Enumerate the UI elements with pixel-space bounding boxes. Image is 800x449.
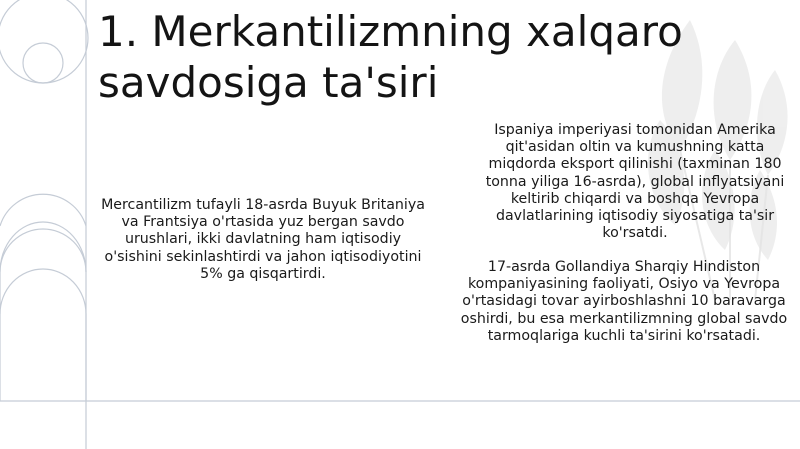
title-line-1: 1. Merkantilizmning xalqaro bbox=[98, 7, 683, 56]
paragraph-right-top: Ispaniya imperiyasi tomonidan Amerika qit'asidan oltin va kumushning katta miqdorda eksport qilinishi (taxminan 180 tonna yiliga 16-asrda), global inflyatsiyani keltirib chiqardi va boshqa Yevropa davlatlarining iqtisodiy siyosatiga ta'sir ko'rsatdi. bbox=[485, 122, 785, 242]
paragraph-right-bottom: 17-asrda Gollandiya Sharqiy Hindiston kompaniyasining faoliyati, Osiyo va Yevropa o'rtasidagi tovar ayirboshlashni 10 baravarga oshirdi, bu esa merkantilizmning global savdo tarmoqlariga kuchli ta'sirini ko'rsatadi. bbox=[460, 259, 788, 344]
title-line-2: savdosiga ta'siri bbox=[98, 58, 439, 107]
paragraph-left: Mercantilizm tufayli 18-asrda Buyuk Britaniya va Frantsiya o'rtasida yuz bergan savdo urushlari, ikki davlatning ham iqtisodiy o'sishini sekinlashtirdi va jahon iqtisodiyotini 5% ga qisqartirdi. bbox=[101, 197, 425, 282]
slide-title bbox=[98, 6, 778, 108]
